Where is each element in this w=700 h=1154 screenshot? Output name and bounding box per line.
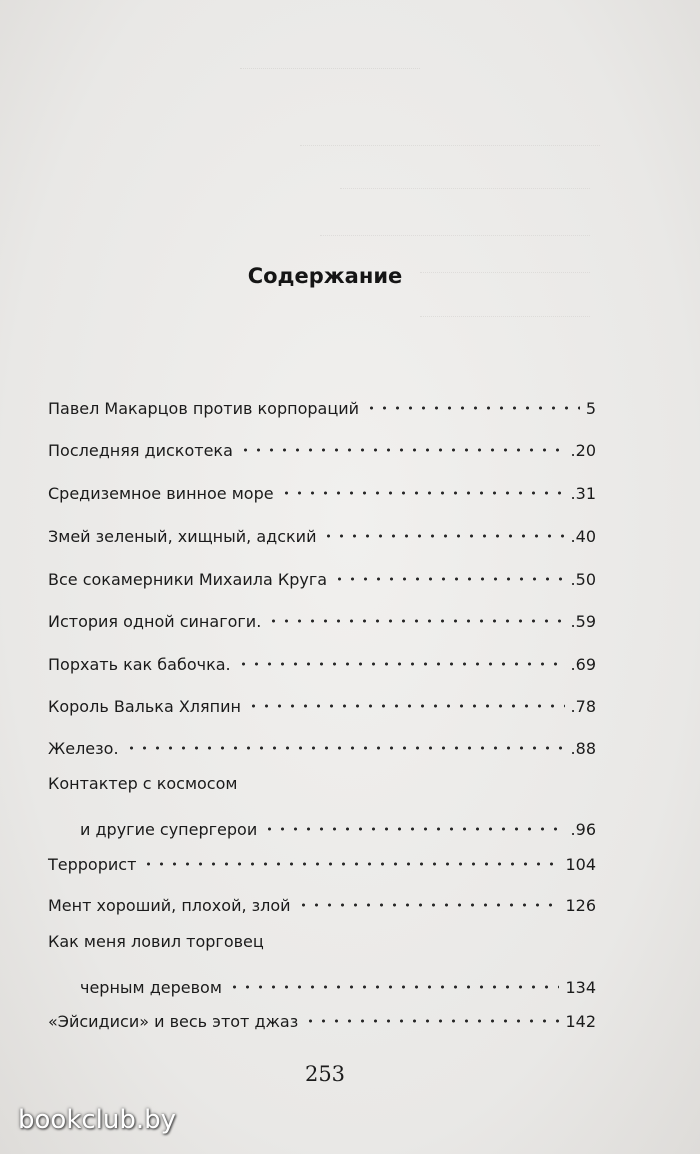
toc-entry[interactable] <box>48 771 596 839</box>
dot-leader <box>142 844 559 870</box>
toc-line <box>48 967 596 997</box>
entry-page: .96 <box>570 820 596 839</box>
entry-title-continued: черным деревом <box>80 978 222 997</box>
entry-title: Последняя дискотека <box>48 441 233 460</box>
entry-page: 104 <box>565 855 596 874</box>
toc-entry[interactable] <box>48 644 596 674</box>
dot-leader <box>304 1001 559 1027</box>
toc-line <box>48 559 596 589</box>
toc-line <box>48 809 596 839</box>
entry-title-continued: и другие супергерои <box>80 820 258 839</box>
toc-line <box>48 885 596 915</box>
entry-title: Павел Макарцов против корпораций <box>48 399 359 418</box>
bleed-through-line <box>340 178 590 189</box>
entry-page: .50 <box>570 570 596 589</box>
entry-title: Террорист <box>48 855 137 874</box>
toc-entry[interactable] <box>48 885 596 915</box>
toc-entry[interactable] <box>48 1001 596 1031</box>
dot-leader <box>239 430 565 456</box>
bleed-through-line <box>320 225 590 236</box>
toc-title: Содержание <box>247 264 403 288</box>
toc-entry[interactable] <box>48 929 596 997</box>
entry-title: «Эйсидиси» и весь этот джаз <box>48 1012 299 1031</box>
dot-leader <box>365 388 580 414</box>
entry-title: Как меня ловил торговец <box>48 932 264 951</box>
entry-title: Порхать как бабочка. <box>48 655 231 674</box>
dot-leader <box>297 885 560 911</box>
entry-page: .31 <box>570 484 596 503</box>
dot-leader <box>333 559 565 585</box>
toc-line <box>48 686 596 716</box>
entry-page: .78 <box>570 697 596 716</box>
entry-title: Король Валька Хляпин <box>48 697 241 716</box>
bleed-through-line <box>420 306 590 317</box>
bleed-through-line <box>300 135 600 146</box>
toc-entry[interactable] <box>48 516 596 546</box>
dot-leader <box>237 644 565 670</box>
toc-line <box>48 473 596 503</box>
entry-page: .20 <box>570 441 596 460</box>
toc-entry[interactable] <box>48 473 596 503</box>
entry-title: Железо. <box>48 739 119 758</box>
toc-entry[interactable] <box>48 559 596 589</box>
dot-leader <box>247 686 565 712</box>
bleed-through-line <box>240 58 420 69</box>
toc-line <box>48 771 596 797</box>
entry-page: .40 <box>570 527 596 546</box>
entry-title: Все сокамерники Михаила Круга <box>48 570 328 589</box>
toc-entry[interactable] <box>48 844 596 874</box>
dot-leader <box>322 516 564 542</box>
entry-title: Средиземное винное море <box>48 484 274 503</box>
page-number: 253 <box>304 1062 346 1086</box>
toc-entry[interactable] <box>48 601 596 631</box>
entry-page: 126 <box>565 896 596 915</box>
entry-title: Змей зеленый, хищный, адский <box>48 527 317 546</box>
dot-leader <box>280 473 565 499</box>
toc-entry[interactable] <box>48 686 596 716</box>
entry-page: 5 <box>585 399 596 418</box>
dot-leader <box>125 728 565 754</box>
toc-line <box>48 728 596 758</box>
entry-title: Мент хороший, плохой, злой <box>48 896 291 915</box>
dot-leader <box>263 809 564 835</box>
toc-entry[interactable] <box>48 728 596 758</box>
entry-page: 134 <box>565 978 596 997</box>
entry-page: .69 <box>570 655 596 674</box>
entry-page: .59 <box>570 612 596 631</box>
toc-entry[interactable] <box>48 388 596 418</box>
toc-line <box>48 844 596 874</box>
toc-line <box>48 644 596 674</box>
dot-leader <box>267 601 564 627</box>
watermark-logo: bookclub.by <box>18 1105 177 1135</box>
entry-title: Контактер с космосом <box>48 774 238 793</box>
entry-page: .88 <box>570 739 596 758</box>
toc-line <box>48 516 596 546</box>
toc-line <box>48 388 596 418</box>
toc-line <box>48 601 596 631</box>
entry-page: 142 <box>565 1012 596 1031</box>
entry-title: История одной синагоги. <box>48 612 262 631</box>
toc-line <box>48 430 596 460</box>
toc-entry[interactable] <box>48 430 596 460</box>
toc-line <box>48 929 596 955</box>
dot-leader <box>228 967 560 993</box>
toc-line <box>48 1001 596 1031</box>
